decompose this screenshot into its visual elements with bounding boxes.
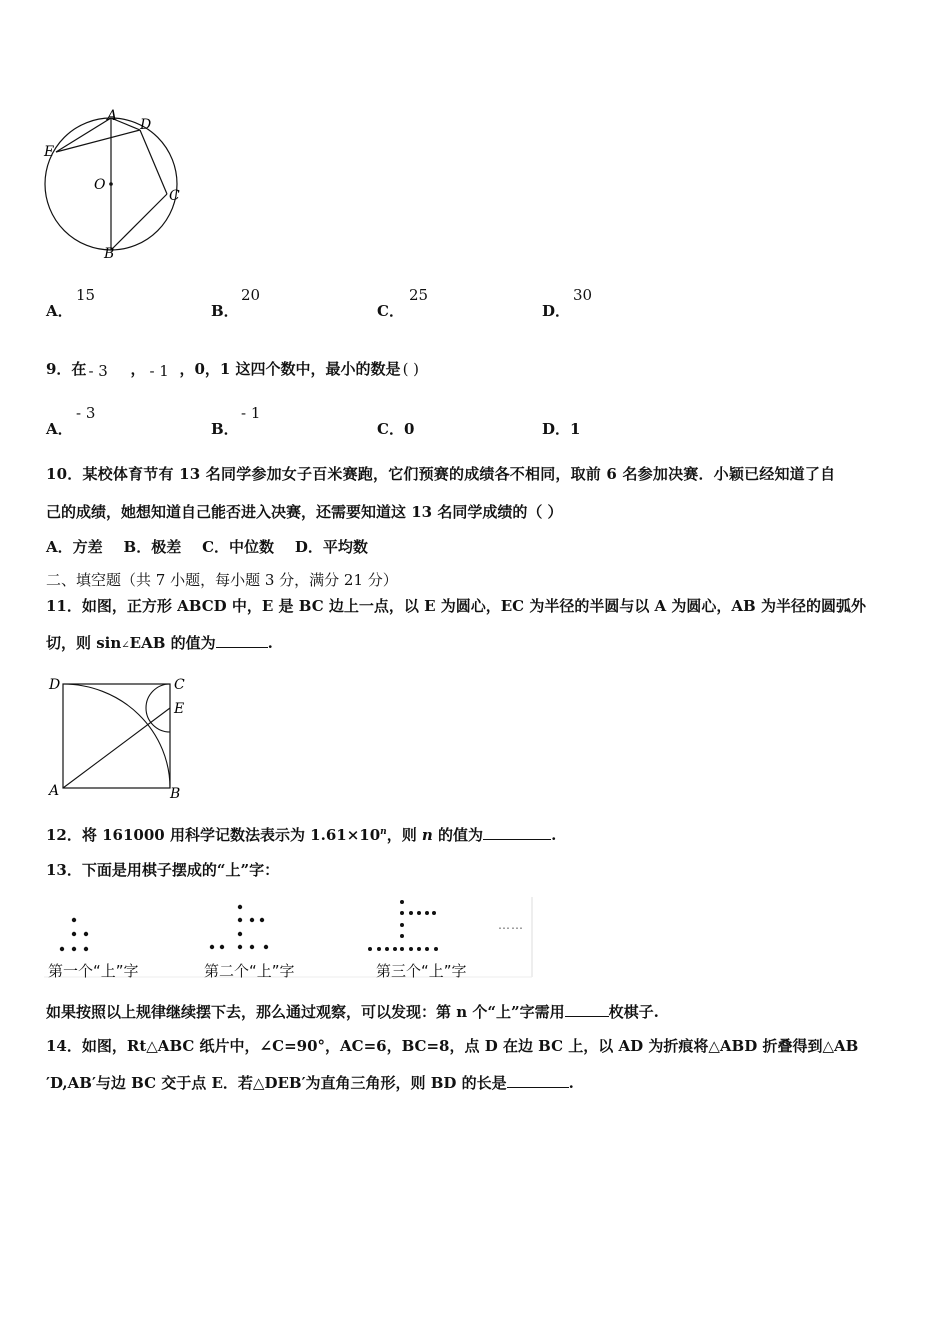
label-o: O [94, 177, 106, 193]
option-value: 30 [573, 286, 593, 304]
q11-line2 [46, 632, 273, 653]
option-value: 25 [409, 286, 429, 304]
pattern-2 [210, 905, 268, 949]
option-value: - 3 [76, 404, 96, 422]
q14-end: . [568, 1074, 574, 1092]
q10-line2: 己的成绩，她想知道自己能否进入决赛，还需要知道这 13 名同学成绩的（ ） [46, 503, 563, 521]
q10-line1: 10．某校体育节有 13 名同学参加女子百米赛跑，它们预赛的成绩各不相同，取前 6 名参加决赛．小颖已经知道了自 [46, 465, 836, 483]
q9-n1: - 3 [88, 362, 108, 380]
q12-end: . [551, 826, 557, 844]
answer-blank[interactable] [507, 1075, 569, 1088]
line-ae [63, 708, 170, 788]
q14-line1: 14．如图，Rt△ABC 纸片中，∠C=90°，AC=6，BC=8，点 D 在边 BC 上，以 AD 为折痕将△ABD 折叠得到△AB [46, 1037, 859, 1055]
option-letter: D． [542, 302, 571, 320]
option-letter: B． [211, 420, 239, 438]
option-letter: C． [377, 302, 404, 320]
q11-square-figure [44, 670, 194, 802]
q9-stem [46, 358, 461, 379]
q12-line [46, 824, 556, 845]
q9-answer-paren: ( ) [402, 360, 420, 378]
chord-ea [56, 118, 111, 152]
q9-option-a [46, 404, 96, 439]
q10-options: A．方差 B．极差 C．中位数 D．平均数 [46, 538, 368, 556]
section-heading: 二、填空题（共 7 小题，每小题 3 分，满分 21 分） [46, 571, 398, 589]
chord-cb [111, 194, 167, 250]
label-d: D [49, 677, 61, 693]
label-a: A [49, 783, 60, 799]
answer-blank[interactable] [216, 635, 268, 648]
caption-2: 第二个“上”字 [204, 962, 295, 980]
option-value: 15 [76, 286, 96, 304]
option-letter: C． [377, 420, 404, 438]
q14-line2 [46, 1072, 574, 1093]
center-point [109, 182, 113, 186]
q12-pre: 12．将 161000 用科学记数法表示为 1.61×10 [46, 826, 381, 844]
option-value: 0 [403, 420, 415, 438]
q13-line2 [46, 1001, 659, 1022]
caption-3: 第三个“上”字 [376, 962, 467, 980]
q9-option-c [377, 418, 414, 439]
option-letter: A． [46, 302, 73, 320]
label-d: D [140, 117, 152, 133]
option-value: 20 [241, 286, 261, 304]
q8-option-c [377, 286, 429, 321]
semicircle-e [146, 684, 170, 732]
q9-prefix: 9．在 [46, 360, 87, 378]
q12-mid: ，则 [386, 826, 422, 844]
q14-text: ′D,AB′与边 BC 交于点 E．若△DEB′为直角三角形，则 BD 的长是 [46, 1074, 507, 1092]
label-a: A [107, 108, 118, 124]
caption-1: 第一个“上”字 [48, 962, 139, 980]
arc-a [63, 684, 170, 788]
label-c: C [169, 188, 180, 204]
label-b: B [170, 786, 181, 802]
q11-text: EAB 的值为 [129, 634, 216, 652]
variable-n: n [421, 826, 433, 844]
q11-sin: 切，则 sin [46, 634, 122, 652]
option-value: - 1 [241, 404, 261, 422]
q13-line1: 13．下面是用棋子摆成的“上”字： [46, 861, 280, 879]
label-b: B [104, 246, 115, 262]
option-value: 1 [570, 420, 581, 438]
exponent: n [380, 827, 387, 837]
q13-text-end: 枚棋子. [608, 1003, 659, 1021]
ellipsis: …… [498, 918, 524, 932]
label-e: E [44, 144, 55, 160]
q13-text: 如果按照以上规律继续摆下去，那么通过观察，可以发现：第 n 个“上”字需用 [46, 1003, 565, 1021]
q11-line1: 11．如图，正方形 ABCD 中，E 是 BC 边上一点，以 E 为圆心，EC 为半径的半圆与以 A 为圆心，AB 为半径的圆弧外 [46, 597, 866, 615]
pattern-1 [60, 918, 88, 951]
q8-option-a [46, 286, 96, 321]
option-letter: B． [211, 302, 239, 320]
q9-sep: ， [130, 360, 146, 378]
option-letter: D． [542, 420, 571, 438]
angle-symbol: ∠ [121, 640, 130, 651]
option-letter: A． [46, 420, 73, 438]
answer-blank[interactable] [565, 1004, 609, 1017]
q9-rest: ，0，1 这四个数中，最小的数是 [179, 360, 401, 378]
q8-option-b [211, 286, 261, 321]
chord-dc [140, 130, 167, 194]
answer-blank[interactable] [483, 827, 551, 840]
q11-end: . [267, 634, 273, 652]
q8-circle-figure [40, 108, 190, 263]
q8-option-d [542, 286, 593, 321]
label-e: E [174, 701, 185, 717]
q9-n2: - 1 [149, 362, 169, 380]
pattern-3 [368, 900, 438, 951]
label-c: C [174, 677, 185, 693]
q9-option-d [542, 418, 580, 439]
q9-option-b [211, 404, 261, 439]
square-abcd [63, 684, 170, 788]
q12-post: 的值为 [432, 826, 484, 844]
